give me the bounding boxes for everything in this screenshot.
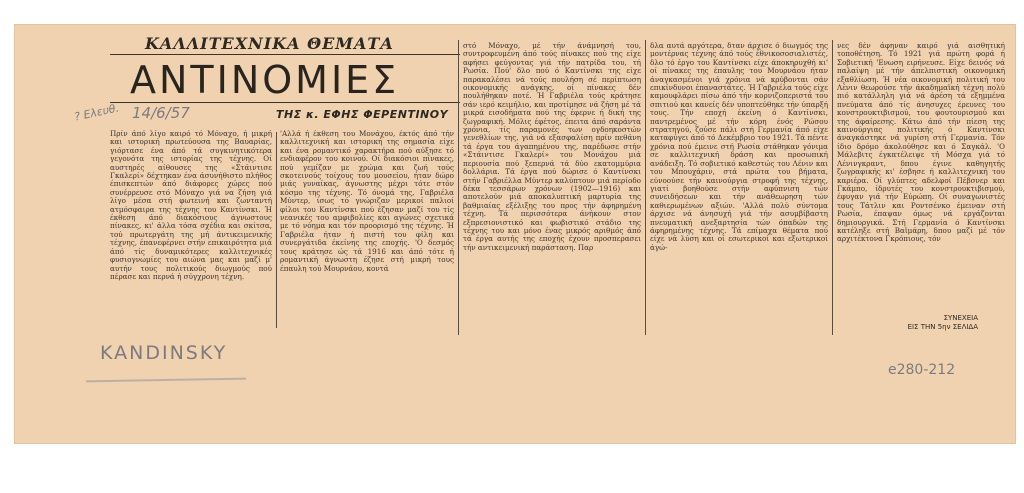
handwritten-note: ? Ελευθ. (73, 101, 121, 124)
continuation-line-1: ΣΥΝΕΧΕΙΑ (943, 314, 978, 322)
handwritten-date: 14/6/57 (132, 104, 190, 122)
article-column-5: νες δέν άφηναν καιρό γιά αισθητική τοποθέτηση. Τό 1921 γιά πρώτη φορά ή Σοβιετική 'Ενωση ειρήνευσε. Είχε δεινός νά παλαίψη μέ τήν άπελπιστική οικονομική εξαθλίωση. Ή νέα οικονομική πολιτική του Λένιν θεωρούσε τήν άκαδημαϊκή τέχνη πολύ πιό κατάλληλη γιά νά άρέση τά εξημμένα πνεύματα άπό τίς άνησυχες έρευνες του κονστρουκτιβισμού, του φουτουρισμού και της άφαίρεσης. Κάτω άπό τήν πίεση της καινούργιας πολιτικής ό Καντίνσκι άναγκάστηκε νά γυρίση στή Γερμανία. Τόν ίδιο δρόμο άκολούθησε και ό Σαγκάλ. 'Ο Μάλεβιτς έγκατέλειψε τή Μόσχα γιά τό Λένινγκραντ, δπου έγινε καθηγητής ζωγραφικής κι' έσβησε ή καλλιτεχνική του καριέρα. Οί γλύπτες αδελφοί Πέβσνερ και Γκάμπο, ίδρυτές του κονστρουκτιβισμού, έφυγαν γιά τήν Εύρώπη. Οί συναγωνιστές τους Τάτλιν και Ροντσένκο έμειναν στή Ρωσία, έπαψαν όμως νά εργάζονται δημιουργικά. Στή Γερμανία ό Καντίνσκι κατέληξε στή Βαϊμάρη, δπου μαζί μέ τόν αρχιτέκτονα Γκρόπιους, τόν (837, 42, 1005, 244)
continuation-note (878, 314, 978, 332)
column-divider (645, 40, 646, 335)
column-divider (832, 40, 833, 335)
top-rule (110, 54, 460, 55)
article-column-3: στό Μόναχο, μέ τήν άνάμνησή του, συντροφευμένη άπό τούς πίνακες πού της είχε αφήσει φεύγοντας γιά τήν πατρίδα του, τή Ρωσία. Πού' δλο πού ό Καντίνσκι της είχε παρακαλέσει νά τούς πουλήση σέ περίπτωση οικονομικής ανάγκης, οί πίνακες δέν πουλήθηκαν ποτέ. Ή Γαβριέλα τούς κράτησε σάν ιερό κειμήλιο, και προτίμησε νά ζήση μέ τά μικρά εισοδήματα πού της έφερνε ή δική της ζωγραφική. Μόλις έφέτος, έπειτα άπό σαράντα χρόνια, τίς παραμονές των ογδοηκοστών γενεθλίων της, γιά νά εξασφαλίση πρίν πεθάνη τά έργα του άγαπημένου της, παρέδωσε στήν «Στάιντισε Γκαλερί» του Μονάχου μιά περιουσία πού ξεπερνά τά δύο εκατομμύρια δολλάρια. Τά έργα πού δώρισε ό Καντίνσκι στήν Γαβριέλλα Μύντερ καλύπτουν μιά περίοδο δέκα τεσσάρων χρόνων (1902—1916) και αποτελούν μιά αποκαλυπτική μαρτυρία της βαθμιαίας εξέλιξης του προς τήν άφηρημένη τέχνη. Τά περισσότερα άνήκουν στον εξπρεσιονιστικό και φωβιστικό στάδιο της τέχνης του και μόνο ένας μικρός αριθμός άπό τά έργα αυτής της εποχής έχουν προσπερασει τήν αντικειμενική παράσταση. Παρ (463, 42, 641, 252)
article-headline: ΑΝΤΙΝΟΜΙΕΣ (130, 58, 400, 102)
article-column-2: 'Αλλά ή έκθεση του Μονάχου, έκτός άπό τήν καλλιτεχνική και ιστορική της σημασία είχε και ένα ρομαντικό χαρακτήρα πού αύξησε τό ενδιαφέρον του κοινού. Οί διακόσιοι πίνακες, πού γεμίζαν με χρώμα και ζωή τούς σκοτεινούς τοίχους του μουσείου, ήταν δώρο μιάς γυναίκας, άγνωστης μέχρι τότε στόν κόσμο της τέχνης. Τό όνομά της, Γαβριέλα Μύντερ, ίσως τό γνώριζαν μερικοί παλιοί φίλοι του Καντίνσκι πού έζησαν μαζί του τίς νεανικές του αμφιβολίες και αγώνες σχετικά με τό νόημα και τόν προορισμό της τέχνης. Ή Γαβριέλα ήταν ή πιστή του φίλη και συνεργάτιδα έκείνης της εποχής. 'Ο δεσμός τους κράτησε ώς τά 1916 και άπό τότε ή ρομαντική άγνωστη έζησε στή μικρή τους έπαυλη τού Μουρνάου, κοντά (280, 130, 454, 273)
section-kicker: ΚΑΛΛΙΤΕΧΝΙΚΑ ΘΕΜΑΤΑ (145, 34, 394, 53)
column-divider (276, 132, 277, 328)
handwritten-name: KANDINSKY (100, 342, 228, 364)
headline-rule (110, 102, 460, 103)
article-column-4: δλα αυτά αργότερα, δταν άρχισε ό διωγμός της μοντέρνας τέχνης άπό τούς έθνικοσοσιαλιστές, δλο τό έργο του Καντίνσκι είχε άποκηρυχθή κι' οί πίνακες της έπαυλης του Μουρνάου ήταν άναγκασμένοι γιά χρόνια νά κρύβονται σάν επικίνδυνοι έπαναστάτες. Ή Γαβριέλα τούς είχε καμουφλάρει πίσω άπό τήν κορνιζοπεριστά του σπιτιού και κανείς δέν υποπτεύθηκε τήν ύπαρξή τους. Τήν εποχή έκείνη ό Καντίνσκι, παντρεμένος μέ τήν κόρη ένός Ρώσου στρατηγού, ζούσε πάλι στή Γερμανία άπό είχε καταφύγει άπό τό Δεκέμβριο του 1921. Τά πέντε χρόνια πού έμεινε στή Ρωσία στάθηκαν γόνιμα σε καλλιτεχνική δράση και προσωπική ανάδειξη. Τό σοβιετικό καθεστώς του Λένιν και του Μπουχάριν, στά πρώτα του βήματα, εύνοούσε τήν καινούργια στροφή της τέχνης, γιατί βοηθούσε στήν αφύπνιση τών συνειδήσεων και τήν ανάθεωρηση τών καθιερωμένων αξιών. 'Αλλά πολύ σύντομα άρχισε νά άνησυχή γιά τήν ασυμβίβαστη πνευματική ανεξαρτησία τών όπαδών της άφηρημένης τέχνης. Τά επίμαχα θέματα πού είχε νά λύση και οί εσωτερικοί και εξωτερικοί άγώ- (650, 42, 828, 252)
continuation-line-2: ΕΙΣ ΤΗΝ 5ην ΣΕΛΙΔΑ (907, 323, 978, 331)
handwritten-catalog-number: e280-212 (888, 362, 956, 378)
article-column-1: Πρίν άπό λίγο καιρό τό Μόναχο, ή μικρή και ιστορική πρωτεύουσα της Βαυαρίας, γιόρτασε ένα άπό τά συγκινητικότερα γεγονότα της ιστορίας της τέχνης. Οί αυστηρές αίθουσες της «Στάιντισε Γκαλερί» δέχτηκαν ένα άσυνήθιστο πλήθος έπισκεπτών άπό διάφορες χώρες πού συνέρρευσε στό Μόναχο γιά να ζήση γιά λίγο μέσα στή φωτεινή και ζωνταντή ατμόσφαιρα της τέχνης του Καντίνσκι. Ή έκθεση άπό διακόσιους άγνωστους πίνακες, κι' άλλα τόσα σχέδια και σκίτσα, τού πρωτεργάτη της μή άντικειμενικής τέχνης, έπανεφέρνει στήν επικαιρότητα μιά άπό τίς δυναμικότερες καλλιτεχνικές φυσιογνωμίες του αιώνα μας και μαζί μ' αυτήν τους πολιτικούς διωγμούς πού πέρασε και περνά ή σύγχρονη τέχνη. (110, 130, 272, 281)
article-byline: ΤΗΣ κ. ΕΦΗΣ ΦΕΡΕΝΤΙΝΟΥ (276, 108, 449, 121)
column-divider (458, 40, 459, 335)
